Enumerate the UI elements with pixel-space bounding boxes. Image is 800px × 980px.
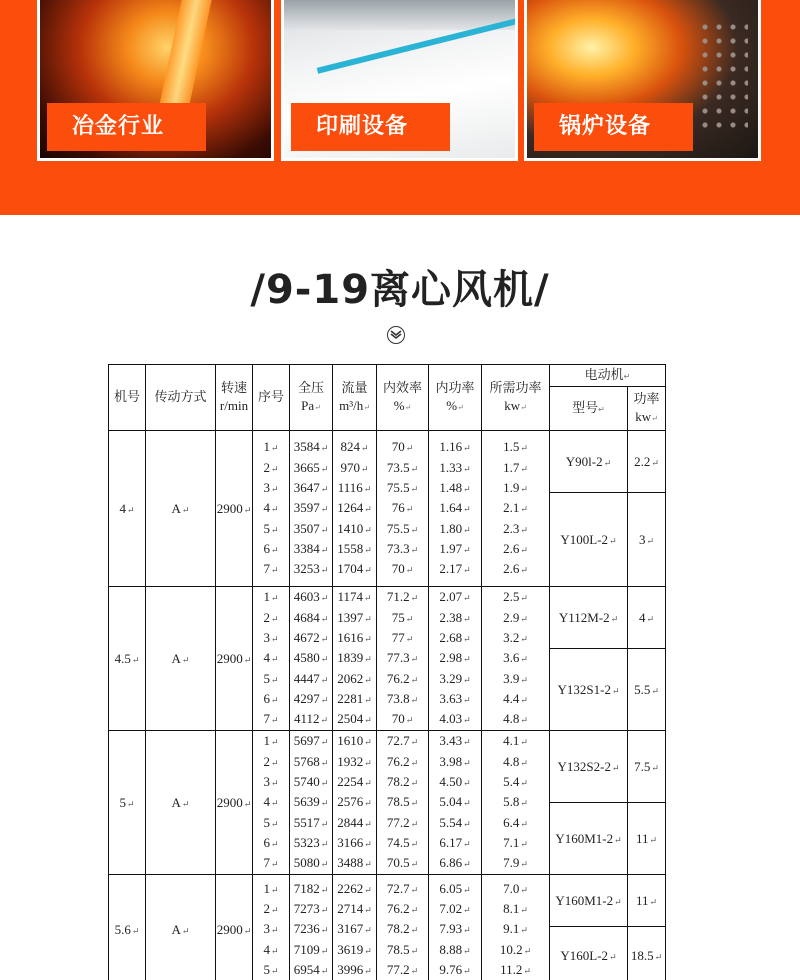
int-eff-value: 78.5 ↵ — [377, 940, 428, 960]
flow-value: 1116 ↵ — [333, 478, 376, 498]
col-int-eff-label: 内效率 — [382, 380, 422, 396]
col-power-label: 功率 — [633, 391, 660, 407]
req-power-value: 4.8 ↵ — [482, 709, 549, 729]
seq-value: 6 ↵ — [253, 689, 289, 709]
int-power-value: 3.98 ↵ — [429, 752, 481, 772]
col-speed-label: 转速 — [220, 381, 247, 396]
int-eff-value: 78.5 ↵ — [377, 792, 428, 812]
col-seq: 序号 — [253, 365, 290, 431]
pressure-value: 3665 ↵ — [290, 458, 332, 478]
col-int-power-unit: % ↵ — [446, 398, 464, 413]
cell-motor-power: 11 ↵ — [628, 875, 666, 927]
roll-edge — [284, 0, 515, 30]
flow-value: 1264 ↵ — [333, 498, 376, 518]
pressure-value: 4112 ↵ — [290, 709, 332, 729]
cell-pressure — [290, 587, 333, 731]
cell-motor-model: Y132S1-2 ↵ — [550, 649, 628, 731]
req-power-value: 7.1 ↵ — [482, 833, 549, 853]
pressure-value: 6954 ↵ — [290, 960, 332, 980]
seq-value: 2 ↵ — [253, 458, 289, 478]
int-eff-value: 76.2 ↵ — [377, 752, 428, 772]
col-power-unit: kw ↵ — [635, 409, 658, 424]
int-eff-value: 77 ↵ — [377, 628, 428, 648]
pressure-value: 7273 ↵ — [290, 899, 332, 919]
flow-value: 2281 ↵ — [333, 689, 376, 709]
col-power — [628, 387, 666, 431]
seq-value: 5 ↵ — [253, 519, 289, 539]
flow-value: 3619 ↵ — [333, 940, 376, 960]
int-power-value: 2.38 ↵ — [429, 608, 481, 628]
int-power-value: 2.17 ↵ — [429, 559, 481, 579]
table-row — [109, 587, 666, 649]
int-power-value: 1.80 ↵ — [429, 519, 481, 539]
pressure-value: 3253 ↵ — [290, 559, 332, 579]
req-power-value: 7.9 ↵ — [482, 853, 549, 873]
seq-value: 2 ↵ — [253, 899, 289, 919]
flow-value: 1397 ↵ — [333, 608, 376, 628]
int-eff-value: 72.7 ↵ — [377, 879, 428, 899]
req-power-value: 2.3 ↵ — [482, 519, 549, 539]
int-power-value: 7.02 ↵ — [429, 899, 481, 919]
col-flow — [333, 365, 377, 431]
seq-value: 1 ↵ — [253, 879, 289, 899]
int-eff-value: 74.5 ↵ — [377, 833, 428, 853]
req-power-value: 2.9 ↵ — [482, 608, 549, 628]
spec-table — [108, 364, 666, 980]
req-power-value: 11.2 ↵ — [482, 960, 549, 980]
int-power-value: 7.93 ↵ — [429, 919, 481, 939]
req-power-value: 10.2 ↵ — [482, 940, 549, 960]
cell-speed: 2900 ↵ — [216, 875, 253, 980]
cell-flow — [333, 731, 377, 875]
pressure-value: 4580 ↵ — [290, 648, 332, 668]
boiler-fire-image — [527, 0, 758, 158]
table-header-row — [109, 365, 666, 387]
cell-motor-power: 4 ↵ — [628, 587, 666, 649]
flow-value: 1932 ↵ — [333, 752, 376, 772]
cell-drive: A ↵ — [146, 587, 216, 731]
paper-roll-image — [284, 0, 515, 158]
int-eff-value: 70.5 ↵ — [377, 853, 428, 873]
pressure-value: 3647 ↵ — [290, 478, 332, 498]
int-eff-value: 76 ↵ — [377, 498, 428, 518]
int-power-value: 5.04 ↵ — [429, 792, 481, 812]
cell-seq — [253, 731, 290, 875]
req-power-value: 3.6 ↵ — [482, 648, 549, 668]
seq-value: 2 ↵ — [253, 752, 289, 772]
pressure-value: 3384 ↵ — [290, 539, 332, 559]
col-speed-unit: r/min — [219, 398, 249, 413]
cell-motor-power: 11 ↵ — [628, 803, 666, 875]
pressure-value: 5768 ↵ — [290, 752, 332, 772]
req-power-value: 8.1 ↵ — [482, 899, 549, 919]
cell-req-power — [482, 587, 550, 731]
col-flow-label: 流量 — [341, 380, 368, 396]
int-eff-value: 72.7 ↵ — [377, 731, 428, 751]
pressure-value: 5323 ↵ — [290, 833, 332, 853]
req-power-value: 1.7 ↵ — [482, 458, 549, 478]
int-eff-value: 70 ↵ — [377, 559, 428, 579]
int-power-value: 2.07 ↵ — [429, 587, 481, 607]
col-int-power-label: 内功率 — [435, 380, 475, 396]
pressure-value: 5740 ↵ — [290, 772, 332, 792]
cell-seq — [253, 875, 290, 980]
chevron-down-circle-icon[interactable] — [387, 326, 405, 344]
seq-value: 4 ↵ — [253, 940, 289, 960]
seq-value: 1 ↵ — [253, 731, 289, 751]
seq-value: 5 ↵ — [253, 669, 289, 689]
cell-int-power — [429, 587, 482, 731]
int-eff-value: 70 ↵ — [377, 437, 428, 457]
int-eff-value: 76.2 ↵ — [377, 899, 428, 919]
req-power-value: 4.8 ↵ — [482, 752, 549, 772]
int-power-value: 3.29 ↵ — [429, 669, 481, 689]
molten-metal-image — [40, 0, 271, 158]
req-power-value: 7.0 ↵ — [482, 879, 549, 899]
col-req-power-label: 所需功率 — [489, 380, 542, 396]
int-power-value: 4.50 ↵ — [429, 772, 481, 792]
cell-machine: 4 ↵ — [109, 431, 146, 587]
int-power-value: 2.98 ↵ — [429, 648, 481, 668]
req-power-value: 4.1 ↵ — [482, 731, 549, 751]
table-row — [109, 431, 666, 493]
flow-value: 3167 ↵ — [333, 919, 376, 939]
cell-drive: A ↵ — [146, 431, 216, 587]
req-power-value: 9.1 ↵ — [482, 919, 549, 939]
col-req-power-unit: kw ↵ — [504, 398, 527, 413]
int-eff-value: 77.2 ↵ — [377, 813, 428, 833]
col-int-power — [429, 365, 482, 431]
cell-drive: A ↵ — [146, 875, 216, 980]
req-power-value: 5.8 ↵ — [482, 792, 549, 812]
cell-seq — [253, 431, 290, 587]
req-power-value: 2.6 ↵ — [482, 539, 549, 559]
int-power-value: 6.05 ↵ — [429, 879, 481, 899]
cell-machine: 5 ↵ — [109, 731, 146, 875]
flow-value: 2254 ↵ — [333, 772, 376, 792]
req-power-value: 3.2 ↵ — [482, 628, 549, 648]
seq-value: 3 ↵ — [253, 919, 289, 939]
cell-speed: 2900 ↵ — [216, 431, 253, 587]
pressure-value: 7182 ↵ — [290, 879, 332, 899]
int-power-value: 6.17 ↵ — [429, 833, 481, 853]
req-power-value: 1.5 ↵ — [482, 437, 549, 457]
int-eff-value: 76.2 ↵ — [377, 669, 428, 689]
pressure-value: 4672 ↵ — [290, 628, 332, 648]
cell-flow — [333, 587, 377, 731]
seq-value: 4 ↵ — [253, 498, 289, 518]
pressure-value: 3507 ↵ — [290, 519, 332, 539]
cell-motor-power: 3 ↵ — [628, 493, 666, 587]
int-eff-value: 78.2 ↵ — [377, 772, 428, 792]
int-power-value: 1.48 ↵ — [429, 478, 481, 498]
col-pressure-label: 全压 — [297, 380, 324, 396]
int-power-value: 3.43 ↵ — [429, 731, 481, 751]
flow-value: 2062 ↵ — [333, 669, 376, 689]
cell-motor-model: Y160M1-2 ↵ — [550, 875, 628, 927]
req-power-value: 2.6 ↵ — [482, 559, 549, 579]
int-power-value: 9.76 ↵ — [429, 960, 481, 980]
pressure-value: 4603 ↵ — [290, 587, 332, 607]
int-eff-value: 75 ↵ — [377, 608, 428, 628]
cell-machine: 5.6 ↵ — [109, 875, 146, 980]
int-eff-value: 73.8 ↵ — [377, 689, 428, 709]
int-eff-value: 73.3 ↵ — [377, 539, 428, 559]
int-eff-value: 77.3 ↵ — [377, 648, 428, 668]
seq-value: 2 ↵ — [253, 608, 289, 628]
flow-value: 1174 ↵ — [333, 587, 376, 607]
int-eff-value: 75.5 ↵ — [377, 478, 428, 498]
pressure-value: 5517 ↵ — [290, 813, 332, 833]
int-power-value: 4.03 ↵ — [429, 709, 481, 729]
cell-motor-power: 5.5 ↵ — [628, 649, 666, 731]
cell-int-power — [429, 431, 482, 587]
col-int-eff — [377, 365, 429, 431]
flow-value: 2844 ↵ — [333, 813, 376, 833]
req-power-value: 3.9 ↵ — [482, 669, 549, 689]
cell-motor-power: 7.5 ↵ — [628, 731, 666, 803]
pressure-value: 7109 ↵ — [290, 940, 332, 960]
col-req-power — [482, 365, 550, 431]
cell-machine: 4.5 ↵ — [109, 587, 146, 731]
flow-value: 1610 ↵ — [333, 731, 376, 751]
flow-value: 970 ↵ — [333, 458, 376, 478]
industry-card-boiler[interactable] — [524, 0, 761, 161]
industry-card-printing[interactable] — [281, 0, 518, 161]
int-eff-value: 77.2 ↵ — [377, 960, 428, 980]
cell-motor-model: Y160M1-2 ↵ — [550, 803, 628, 875]
cell-motor-power: 2.2 ↵ — [628, 431, 666, 493]
cell-flow — [333, 431, 377, 587]
industry-banner — [0, 0, 800, 215]
flow-value: 824 ↵ — [333, 437, 376, 457]
seq-value: 1 ↵ — [253, 437, 289, 457]
col-pressure-unit: Pa ↵ — [301, 398, 321, 413]
industry-caption: 印刷设备 — [291, 103, 450, 151]
cell-pressure — [290, 875, 333, 980]
flow-value: 2504 ↵ — [333, 709, 376, 729]
pressure-value: 5697 ↵ — [290, 731, 332, 751]
int-power-value: 1.33 ↵ — [429, 458, 481, 478]
col-motor-label: 电动机 ↵ — [585, 368, 631, 383]
int-power-value: 2.68 ↵ — [429, 628, 481, 648]
pressure-value: 3597 ↵ — [290, 498, 332, 518]
seq-value: 4 ↵ — [253, 648, 289, 668]
cell-flow — [333, 875, 377, 980]
int-power-value: 6.86 ↵ — [429, 853, 481, 873]
table-row — [109, 731, 666, 803]
pressure-value: 4684 ↵ — [290, 608, 332, 628]
spec-table-body — [109, 431, 666, 980]
seq-value: 5 ↵ — [253, 960, 289, 980]
pressure-value: 4447 ↵ — [290, 669, 332, 689]
cell-motor-model: Y100L-2 ↵ — [550, 493, 628, 587]
cell-int-eff — [377, 587, 429, 731]
cell-speed: 2900 ↵ — [216, 731, 253, 875]
cell-pressure — [290, 431, 333, 587]
cell-motor-model: Y90l-2 ↵ — [550, 431, 628, 493]
int-eff-value: 75.5 ↵ — [377, 519, 428, 539]
col-int-eff-unit: % ↵ — [394, 398, 412, 413]
cell-req-power — [482, 875, 550, 980]
cell-motor-power: 18.5 ↵ — [628, 927, 666, 980]
industry-caption: 冶金行业 — [47, 103, 206, 151]
cell-motor-model: Y132S2-2 ↵ — [550, 731, 628, 803]
seq-value: 4 ↵ — [253, 792, 289, 812]
cell-int-power — [429, 875, 482, 980]
page-title: /9-19离心风机/ — [250, 267, 550, 313]
cell-int-eff — [377, 875, 429, 980]
int-eff-value: 73.5 ↵ — [377, 458, 428, 478]
seq-value: 1 ↵ — [253, 587, 289, 607]
col-machine-no: 机号 — [109, 365, 146, 431]
cell-motor-model: Y112M-2 ↵ — [550, 587, 628, 649]
int-eff-value: 78.2 ↵ — [377, 919, 428, 939]
int-power-value: 5.54 ↵ — [429, 813, 481, 833]
int-power-value: 1.97 ↵ — [429, 539, 481, 559]
flow-value: 3996 ↵ — [333, 960, 376, 980]
flow-value: 1616 ↵ — [333, 628, 376, 648]
pressure-value: 5080 ↵ — [290, 853, 332, 873]
cell-int-eff — [377, 431, 429, 587]
col-speed — [216, 365, 253, 431]
seq-value: 7 ↵ — [253, 559, 289, 579]
pressure-value: 7236 ↵ — [290, 919, 332, 939]
int-power-value: 8.88 ↵ — [429, 940, 481, 960]
flow-value: 1839 ↵ — [333, 648, 376, 668]
pressure-value: 4297 ↵ — [290, 689, 332, 709]
req-power-value: 5.4 ↵ — [482, 772, 549, 792]
seq-value: 3 ↵ — [253, 628, 289, 648]
seq-value: 7 ↵ — [253, 853, 289, 873]
cell-drive: A ↵ — [146, 731, 216, 875]
int-power-value: 1.16 ↵ — [429, 437, 481, 457]
seq-value: 3 ↵ — [253, 478, 289, 498]
req-power-value: 2.1 ↵ — [482, 498, 549, 518]
industry-caption: 锅炉设备 — [534, 103, 693, 151]
col-motor — [550, 365, 666, 387]
table-row — [109, 875, 666, 927]
col-pressure — [290, 365, 333, 431]
industry-card-metallurgy[interactable] — [37, 0, 274, 161]
pressure-value: 5639 ↵ — [290, 792, 332, 812]
req-power-value: 6.4 ↵ — [482, 813, 549, 833]
col-model-label: 型号 ↵ — [572, 401, 605, 416]
req-power-value: 4.4 ↵ — [482, 689, 549, 709]
seq-value: 5 ↵ — [253, 813, 289, 833]
cell-req-power — [482, 431, 550, 587]
flow-value: 3166 ↵ — [333, 833, 376, 853]
cell-int-power — [429, 731, 482, 875]
cell-seq — [253, 587, 290, 731]
pressure-value: 3584 ↵ — [290, 437, 332, 457]
seq-value: 6 ↵ — [253, 833, 289, 853]
req-power-value: 1.9 ↵ — [482, 478, 549, 498]
seq-value: 6 ↵ — [253, 539, 289, 559]
cell-req-power — [482, 731, 550, 875]
req-power-value: 2.5 ↵ — [482, 587, 549, 607]
flow-value: 1558 ↵ — [333, 539, 376, 559]
flow-value: 2714 ↵ — [333, 899, 376, 919]
cell-pressure — [290, 731, 333, 875]
int-eff-value: 70 ↵ — [377, 709, 428, 729]
int-eff-value: 71.2 ↵ — [377, 587, 428, 607]
flow-value: 1410 ↵ — [333, 519, 376, 539]
flow-value: 2576 ↵ — [333, 792, 376, 812]
col-drive: 传动方式 — [146, 365, 216, 431]
boiler-rivets — [698, 20, 748, 130]
int-power-value: 1.64 ↵ — [429, 498, 481, 518]
flow-value: 3488 ↵ — [333, 853, 376, 873]
seq-value: 3 ↵ — [253, 772, 289, 792]
cell-motor-model: Y160L-2 ↵ — [550, 927, 628, 980]
cell-int-eff — [377, 731, 429, 875]
col-model — [550, 387, 628, 431]
int-power-value: 3.63 ↵ — [429, 689, 481, 709]
flow-value: 2262 ↵ — [333, 879, 376, 899]
col-flow-unit: m³/h ↵ — [339, 398, 370, 413]
flow-value: 1704 ↵ — [333, 559, 376, 579]
cell-speed: 2900 ↵ — [216, 587, 253, 731]
molten-stream — [158, 0, 211, 110]
seq-value: 7 ↵ — [253, 709, 289, 729]
